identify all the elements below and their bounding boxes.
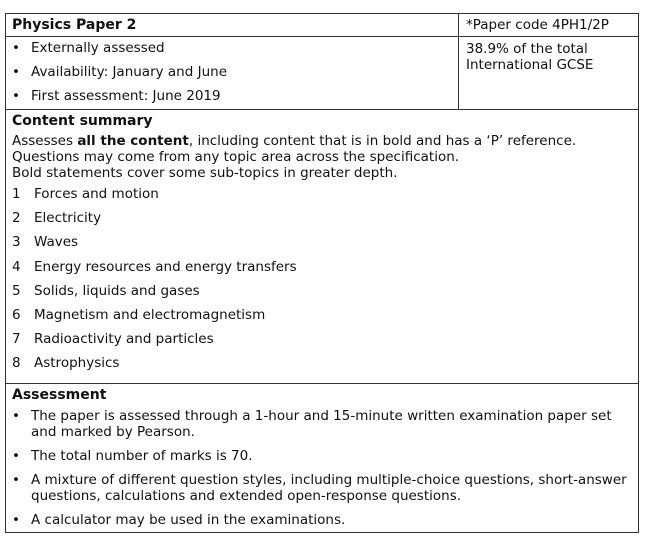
assessment-bullet-list <box>6 406 638 532</box>
list-item <box>12 408 632 440</box>
content-summary-section <box>6 110 638 384</box>
intro-line: Bold statements cover some sub-topics in greater depth. <box>12 165 398 181</box>
paper-header-row <box>6 14 638 110</box>
list-item <box>12 448 632 464</box>
list-item-text: The total number of marks is 70. <box>31 447 253 464</box>
topic-item <box>12 355 632 379</box>
bullet-icon: • <box>12 511 20 528</box>
bullet-icon: • <box>12 407 20 424</box>
topic-number: 3 <box>12 234 21 251</box>
topic-number: 4 <box>12 258 21 275</box>
topic-number: 1 <box>12 186 21 202</box>
topic-label: Radioactivity and particles <box>34 331 214 348</box>
list-item <box>12 512 632 528</box>
assessment-heading: Assessment <box>12 386 107 403</box>
list-item-text: Availability: January and June <box>31 64 228 80</box>
topic-number: 5 <box>12 282 21 299</box>
paper-info-cell <box>6 14 459 109</box>
paper-title: Physics Paper 2 <box>6 14 458 37</box>
bullet-icon: • <box>12 64 20 80</box>
topic-item <box>12 331 632 355</box>
intro-text: , including content that is in bold and has a ‘P’ reference. <box>188 133 577 149</box>
intro-line: Questions may come from any topic area across the specification. <box>12 149 460 165</box>
paper-code: *Paper code 4PH1/2P <box>459 14 638 37</box>
topic-number: 8 <box>12 355 21 372</box>
topic-item <box>12 210 632 234</box>
topic-item <box>12 234 632 258</box>
topic-label: Solids, liquids and gases <box>34 282 200 299</box>
list-item-text: Externally assessed <box>31 40 165 56</box>
bullet-icon: • <box>12 471 20 488</box>
topic-item <box>12 186 632 210</box>
content-summary-heading: Content summary <box>12 113 153 129</box>
list-item <box>12 64 452 80</box>
weighting-line: 38.9% of the total <box>466 41 588 57</box>
topic-item <box>12 307 632 331</box>
paper-weighting <box>459 37 638 73</box>
topic-number: 6 <box>12 306 21 323</box>
paper-bullet-list <box>6 37 458 109</box>
topic-label: Astrophysics <box>34 355 120 372</box>
list-item-text: First assessment: June 2019 <box>31 88 221 104</box>
list-item-text: A mixture of different question styles, including multiple-choice questions, short-answer questions, calculations and extended open-response questions. <box>31 471 627 504</box>
topic-item <box>12 259 632 283</box>
weighting-line: International GCSE <box>466 57 594 73</box>
intro-text: Assesses <box>12 133 78 149</box>
topic-label: Electricity <box>34 210 102 227</box>
assessment-section <box>6 384 638 532</box>
topic-list <box>6 181 638 383</box>
list-item-text: A calculator may be used in the examinations. <box>31 511 346 528</box>
bullet-icon: • <box>12 447 20 464</box>
paper-spec-table <box>5 13 639 533</box>
content-summary-intro <box>6 132 638 181</box>
topic-label: Energy resources and energy transfers <box>34 258 297 275</box>
list-item <box>12 472 632 504</box>
list-item <box>12 40 452 56</box>
paper-code-cell <box>459 14 638 109</box>
list-item <box>12 88 452 104</box>
bullet-icon: • <box>12 40 20 56</box>
topic-number: 7 <box>12 331 21 348</box>
topic-item <box>12 283 632 307</box>
topic-label: Waves <box>34 234 79 251</box>
list-item-text: The paper is assessed through a 1-hour and 15-minute written examination paper set and marked by Pearson. <box>31 407 612 440</box>
intro-line <box>12 133 632 149</box>
bullet-icon: • <box>12 88 20 104</box>
topic-label: Magnetism and electromagnetism <box>34 306 266 323</box>
intro-bold-text: all the content <box>77 133 189 149</box>
topic-number: 2 <box>12 210 21 227</box>
topic-label: Forces and motion <box>34 186 159 202</box>
